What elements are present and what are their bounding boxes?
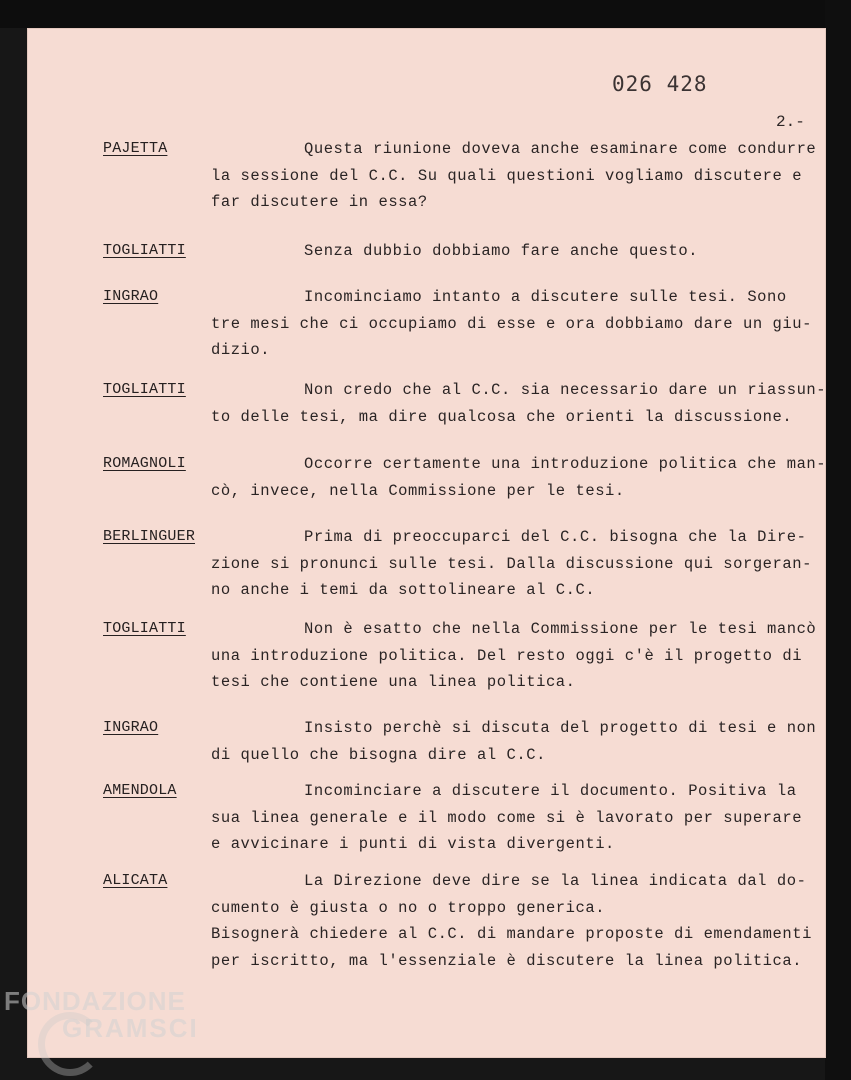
speech-line: far discutere in essa? bbox=[211, 193, 428, 211]
speech-line: La Direzione deve dire se la linea indicata dal do- bbox=[304, 872, 807, 890]
speech-line: cumento è giusta o no o troppo generica. bbox=[211, 898, 606, 917]
speech-line: Questa riunione doveva anche esaminare come condurre bbox=[304, 140, 817, 158]
speech-line: sua linea generale e il modo come si è lavorato per superare bbox=[211, 808, 803, 827]
speech-line: Non è esatto che nella Commissione per le tesi mancò bbox=[304, 620, 817, 638]
speech-line: Incominciamo intanto a discutere sulle tesi. Sono bbox=[304, 288, 787, 306]
speaker-name: AMENDOLA bbox=[103, 782, 177, 799]
speech-line: Prima di preoccuparci del C.C. bisogna che la Dire- bbox=[304, 528, 807, 546]
right-border bbox=[825, 0, 851, 1080]
logo-g-icon bbox=[38, 1012, 102, 1076]
speech-line: Insisto perchè si discuta del progetto di tesi e non bbox=[304, 719, 817, 737]
speech-line: la sessione del C.C. Su quali questioni vogliamo discutere e bbox=[211, 166, 803, 185]
speech-line: e avvicinare i punti di vista divergenti. bbox=[211, 835, 615, 853]
speech-line: Bisognerà chiedere al C.C. di mandare proposte di emendamenti bbox=[211, 925, 812, 943]
speaker-name: TOGLIATTI bbox=[103, 620, 186, 637]
logo-line1: FONDAZIONE bbox=[4, 986, 186, 1016]
speech-line: una introduzione politica. Del resto oggi c'è il progetto di bbox=[211, 646, 803, 665]
speech-line: Senza dubbio dobbiamo fare anche questo. bbox=[304, 242, 699, 260]
fondazione-gramsci-logo bbox=[4, 986, 199, 1044]
speech-line: per iscritto, ma l'essenziale è discutere la linea politica. bbox=[211, 951, 803, 970]
speaker-name: INGRAO bbox=[103, 719, 159, 736]
speech-line: cò, invece, nella Commissione per le tesi. bbox=[211, 481, 625, 500]
speaker-name: TOGLIATTI bbox=[103, 381, 186, 398]
archive-stamp-number: 026 428 bbox=[612, 72, 708, 96]
logo-line2: GRAMSCI bbox=[62, 1013, 199, 1043]
speaker-name: TOGLIATTI bbox=[103, 242, 186, 259]
speaker-name: BERLINGUER bbox=[103, 528, 196, 545]
speech-line: no anche i temi da sottolineare al C.C. bbox=[211, 581, 596, 599]
speech-line: tre mesi che ci occupiamo di esse e ora dobbiamo dare un giu- bbox=[211, 314, 812, 333]
speech-line: Occorre certamente una introduzione politica che man- bbox=[304, 455, 827, 473]
speaker-name: ALICATA bbox=[103, 872, 168, 889]
page-number: 2.- bbox=[776, 113, 805, 131]
speech-line: dizio. bbox=[211, 341, 271, 359]
top-border bbox=[0, 0, 851, 28]
speech-line: tesi che contiene una linea politica. bbox=[211, 673, 576, 691]
speech-line: zione si pronunci sulle tesi. Dalla discussione qui sorgeran- bbox=[211, 554, 812, 573]
speaker-name: PAJETTA bbox=[103, 140, 168, 157]
speech-line: di quello che bisogna dire al C.C. bbox=[211, 745, 546, 764]
speech-line: Incominciare a discutere il documento. Positiva la bbox=[304, 782, 797, 800]
speech-line: to delle tesi, ma dire qualcosa che orienti la discussione. bbox=[211, 407, 793, 426]
speaker-name: INGRAO bbox=[103, 288, 159, 305]
speech-line: Non credo che al C.C. sia necessario dare un riassun- bbox=[304, 381, 827, 399]
speaker-name: ROMAGNOLI bbox=[103, 455, 186, 472]
